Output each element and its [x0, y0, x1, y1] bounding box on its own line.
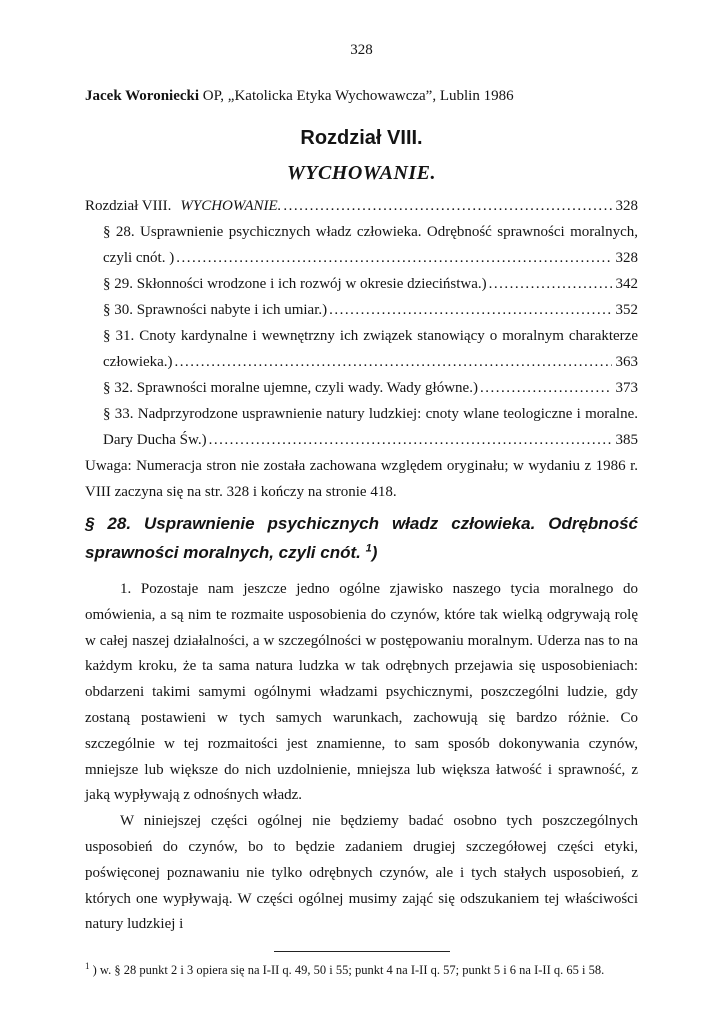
toc-entry [85, 297, 638, 323]
toc-entry [85, 271, 638, 297]
toc-entry-text-italic: WYCHOWANIE. [180, 198, 282, 214]
header-citation: OP, „Katolicka Etyka Wychowawcza”, Lublin 1986 [199, 88, 514, 104]
toc-dot-leader [329, 297, 611, 323]
toc-page-number: 363 [615, 354, 638, 370]
toc-entry-text: § 30. Sprawności nabyte i ich umiar.) [103, 302, 328, 318]
footnote-separator-rule [274, 951, 450, 952]
toc-entry-text: § 33. Nadprzyrodzone usprawnienie natury ludzkiej: cnoty wlane teologiczne i moralne. [103, 406, 638, 422]
toc-page-number: 385 [615, 432, 638, 448]
pagination-note: Uwaga: Numeracja stron nie została zachowana względem oryginału; w wydaniu z 1986 r. VIII zaczyna się na str. 328 i kończy na stronie 418. [85, 458, 638, 500]
toc-dot-leader [283, 193, 611, 219]
toc-dot-leader [175, 349, 612, 375]
table-of-contents [85, 193, 638, 453]
toc-dot-leader [209, 427, 612, 453]
toc-entry-text: człowieka.) [103, 354, 173, 370]
paragraph: W niniejszej części ogólnej nie będziemy badać osobno tych poszczególnych usposobień do czynów, bo to będzie zadaniem drugiej szczegółowej części etyki, poświęconej poznawaniu nie tylko odrębnych czynów, ale i tych stałych usposobień, z których one wypływają. W części ogólnej musimy zająć się odszukaniem tej właściwości natury ludzkiej i [85, 813, 638, 933]
footnote-marker: 1 [85, 961, 90, 971]
toc-entry-text: § 29. Skłonności wrodzone i ich rozwój w okresie dzieciństwa.) [103, 276, 487, 292]
footnote [85, 961, 638, 979]
toc-page-number: 328 [615, 198, 638, 214]
footnote-reference: 1 [365, 542, 372, 555]
running-header [85, 86, 638, 106]
section-heading [85, 509, 638, 567]
toc-dot-leader [480, 375, 612, 401]
author-name: Jacek Woroniecki [85, 88, 200, 104]
toc-page-number: 352 [615, 302, 638, 318]
toc-dot-leader [176, 245, 611, 271]
body-text [85, 577, 638, 938]
section-heading-line1: § 28. Usprawnienie psychicznych władz człowieka. Odrębność [85, 514, 638, 533]
chapter-title: Rozdział VIII. [300, 127, 423, 149]
section-heading-line2: sprawności moralnych, czyli cnót. $^1$) [85, 542, 378, 562]
toc-page-number: 328 [615, 250, 638, 266]
paragraph: 1. Pozostaje nam jeszcze jedno ogólne zjawisko naszego tycia moralnego do omówienia, a są nim te rozmaite usposobienia do czynów, które tak wielką odgrywają rolę w całej naszej działalności, a w szczególności w postępowaniu moralnym. Uderza nas to na każdym kroku, że ta sama natura ludzka w tak odrębnych przejawia się usposobieniach: obdarzeni takimi samymi ogólnymi władzami psychicznymi, poszczególni ludzie, gdy zostaną postawieni w tych samych warunkach, zachowują się bardzo różnie. Co szczególnie w tej rozmaitości jest znamienne, to sam sposób dokonywania czynów, mniejsze lub większe do nich uzdolnienie, mniejsza lub większa łatwość i sprawność, z jaką wypływają z odnośnych władz. [85, 581, 638, 804]
toc-entry-text: czyli cnót. ) [103, 250, 175, 266]
footnote-text: ) w. § 28 punkt 2 i 3 opiera się na I-II q. 49, 50 i 55; punkt 4 na I-II q. 57; punkt 5 i 6 na I-II q. 65 i 58. [89, 963, 605, 978]
toc-entry [85, 401, 638, 453]
toc-entry [85, 375, 638, 401]
toc-entry [85, 323, 638, 375]
toc-page-number: 342 [615, 276, 638, 292]
toc-dot-leader [489, 271, 612, 297]
toc-entry-text: Dary Ducha Św.) [103, 432, 207, 448]
toc-entry [85, 219, 638, 271]
toc-page-number: 373 [615, 380, 638, 396]
toc-entry-text: Rozdział VIII. [85, 198, 172, 214]
chapter-subtitle: WYCHOWANIE. [286, 162, 437, 184]
toc-entry-text: § 32. Sprawności moralne ujemne, czyli wady. Wady główne.) [103, 380, 478, 396]
toc-entry [85, 193, 638, 219]
toc-entry-text: § 28. Usprawnienie psychicznych władz człowieka. Odrębność sprawności moralnych, [103, 224, 638, 240]
page-number: 328 [350, 42, 373, 58]
toc-entry-text: § 31. Cnoty kardynalne i wewnętrzny ich związek stanowiący o moralnym charakterze [103, 328, 638, 344]
